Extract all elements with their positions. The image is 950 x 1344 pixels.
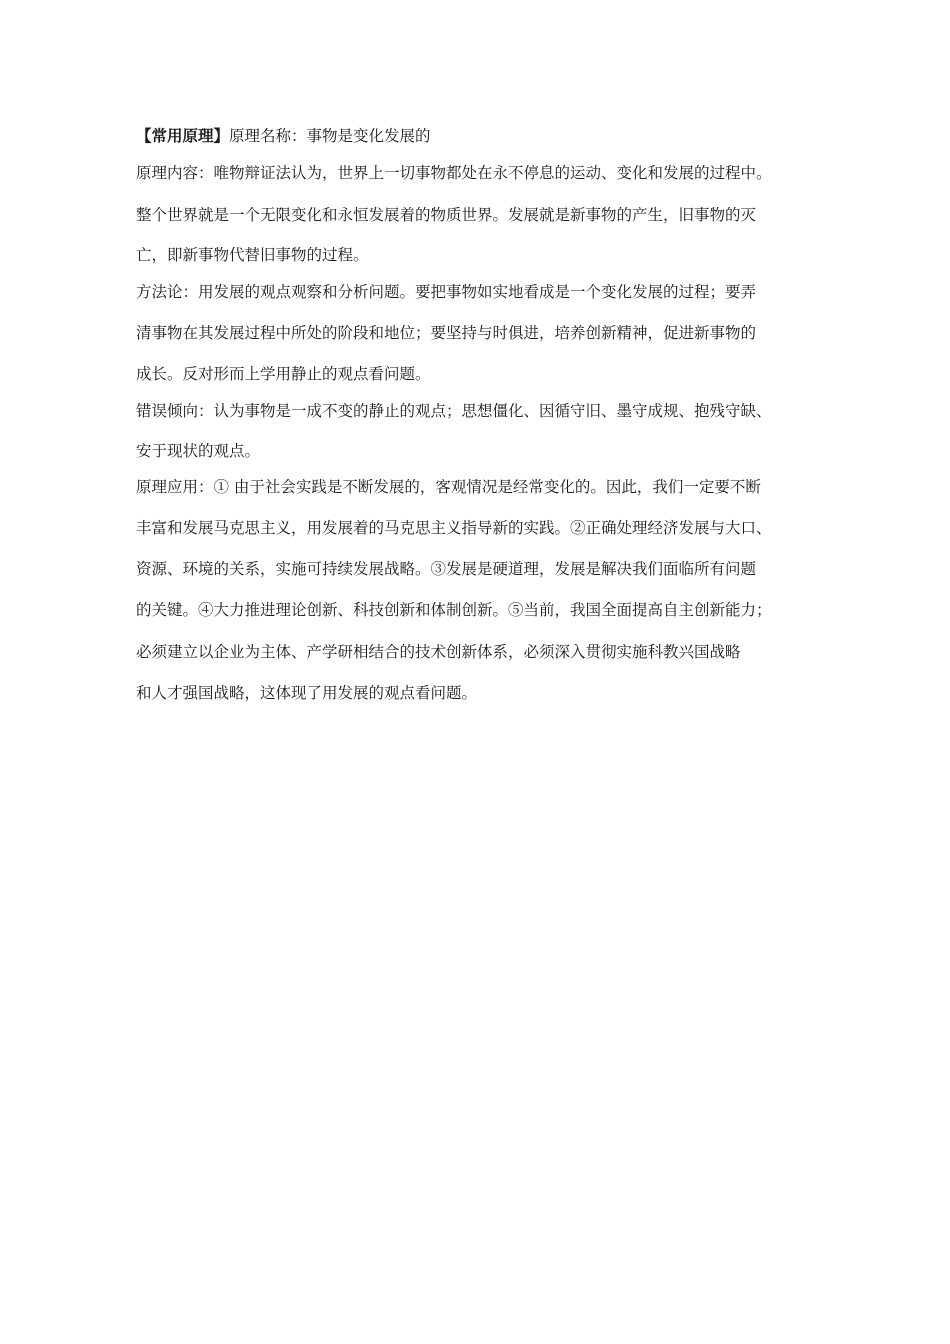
method-line-1: 方法论：用发展的观点观察和分析问题。要把事物如实地看成是一个变化发展的过程；要弄	[136, 283, 757, 301]
heading-tag: 【常用原理】	[136, 126, 230, 145]
error-line-1: 错误倾向：认为事物是一成不变的静止的观点；思想僵化、因循守旧、墨守成规、抱残守缺、	[136, 402, 772, 420]
content-line-2: 整个世界就是一个无限变化和永恒发展着的物质世界。发展就是新事物的产生，旧事物的灭	[136, 206, 757, 224]
principle-heading	[136, 126, 836, 146]
application-line-2: 丰富和发展马克思主义，用发展着的马克思主义指导新的实践。②正确处理经济发展与大口、	[136, 519, 772, 537]
application-line-3: 资源、环境的关系，实施可持续发展战略。③发展是硬道理，发展是解决我们面临所有问题	[136, 560, 757, 578]
method-line-3: 成长。反对形而上学用静止的观点看问题。	[136, 365, 431, 383]
application-line-5: 必须建立以企业为主体、产学研相结合的技术创新体系，必须深入贯彻实施科教兴国战略	[136, 643, 741, 661]
application-line-4: 的关键。④大力推进理论创新、科技创新和体制创新。⑤当前，我国全面提高自主创新能力；	[136, 601, 772, 619]
error-line-2: 安于现状的观点。	[136, 442, 261, 460]
method-line-2: 清事物在其发展过程中所处的阶段和地位；要坚持与时俱进，培养创新精神，促进新事物的	[136, 324, 757, 342]
application-line-6: 和人才强国战略，这体现了用发展的观点看问题。	[136, 684, 478, 702]
content-line-3: 亡，即新事物代替旧事物的过程。	[136, 246, 369, 264]
content-line-1: 原理内容：唯物辩证法认为，世界上一切事物都处在永不停息的运动、变化和发展的过程中。	[136, 164, 772, 182]
heading-text: 原理名称：事物是变化发展的	[229, 127, 431, 145]
application-line-1: 原理应用：① 由于社会实践是不断发展的，客观情况是经常变化的。因此，我们一定要不断	[136, 478, 761, 496]
